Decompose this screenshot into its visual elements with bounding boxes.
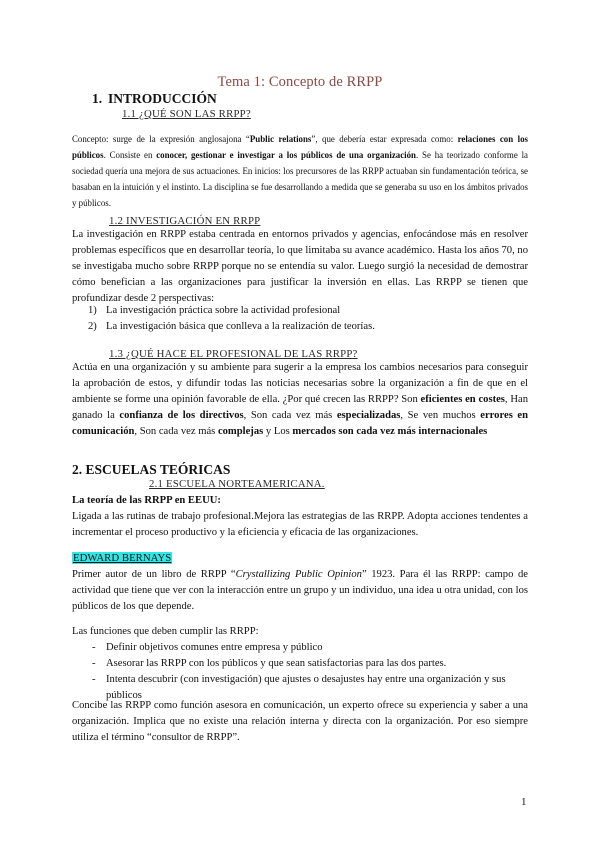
subheading-escuela-norteamericana: 2.1 ESCUELA NORTEAMERICANA. [149, 478, 325, 490]
list-funciones [72, 640, 528, 704]
subheading-investigacion: 1.2 INVESTIGACIÓN EN RRPP [109, 215, 261, 227]
list-item: - Asesorar las RRPP con los públicos y que sean satisfactorias para las dos partes. [92, 658, 447, 669]
paragraph-teoria-title: La teoría de las RRPP en EEUU: [72, 495, 221, 506]
paragraph-cierre: Concibe las RRPP como función asesora en comunicación, un experto ofrece su experiencia y saber a una organización. Implica que no existe una relación interna y directa con la organización. Por eso siempre utiliza el término “consultor de RRPP”. [72, 700, 528, 743]
paragraph-teoria: Ligada a las rutinas de trabajo profesional.Mejora las estrategias de las RRPP. Adopta acciones tendentes a incrementar el proceso productivo y la eficiencia y eficacia de las organizaciones. [72, 511, 528, 538]
paragraph-profesional: Actúa en una organización y su ambiente para sugerir a la empresa los cambios necesarios para conseguir la aprobación de estos, y difundir todas las noticias necesarias sobre la organización a fin de que en el ambiente se forme una opinión favorable de ella. ¿Por qué crecen las RRPP? Son eficientes en costes, Han ganado la confianza de los directivos, Son cada vez más especializadas, Se ven muchos errores en comunicación, Son cada vez más complejas y Los mercados son cada vez más internacionales [72, 362, 528, 437]
paragraph-concepto: Concepto: surge de la expresión anglosajona “Public relations”, que debería estar expresada como: relaciones con los públicos. Consiste en conocer, gestionar e investigar a los públicos de una organización. Se ha teorizado conforme la sociedad quería una mejora de sus actuaciones. En inicios: los precursores de las RRPP actuaban sin fundamentación teórica, se basaban en la intuición y el instinto. La disciplina se fue desarrollando a medida que se generaba su uso en los ámbitos privados y públicos. [72, 134, 528, 208]
subheading-profesional: 1.3 ¿QUÉ HACE EL PROFESIONAL DE LAS RRPP? [109, 348, 358, 360]
heading-escuelas: 2. ESCUELAS TEÓRICAS [72, 462, 231, 477]
label-edward-bernays [72, 550, 528, 567]
document-title: Tema 1: Concepto de RRPP [217, 74, 383, 90]
page-number: 1 [521, 796, 527, 808]
paragraph-funciones-intro: Las funciones que deben cumplir las RRPP: [72, 626, 259, 637]
heading-number: 1. [92, 91, 103, 106]
list-item: 2) La investigación básica que conlleva a la realización de teorías. [88, 321, 375, 332]
heading-introduccion [92, 91, 217, 107]
list-item: - Definir objetivos comunes entre empresa y público [92, 642, 323, 653]
highlighted-name: EDWARD BERNAYS [73, 552, 172, 564]
paragraph-investigacion: La investigación en RRPP estaba centrada en entornos privados y agencias, enfocándose más en resolver problemas específicos que en desarrollar teoría, lo que limitaba su avance académico. Hasta los años 70, no se investigaba mucho sobre RRPP porque no se entendía su valor. Luego surgió la necesidad de demostrar cómo benefician a las organizaciones para justificar la inversión en ellas. Las RRPP se tienen que profundizar desde 2 perspectivas: [72, 229, 528, 304]
subheading-que-son: 1.1 ¿QUÉ SON LAS RRPP? [122, 108, 251, 120]
list-item: - Intenta descubrir (con investigación) que ajustes o desajustes hay entre una organización y sus públicos [92, 674, 506, 701]
paragraph-bernays: Primer autor de un libro de RRPP “Crystallizing Public Opinion” 1923. Para él las RRPP: campo de actividad que tiene que ver con la interacción entre un grupo y un individuo, una idea u otra unidad, con los públicos de los que depende. [72, 569, 528, 612]
heading-text: INTRODUCCIÓN [108, 91, 217, 106]
list-item: 1) La investigación práctica sobre la actividad profesional [88, 305, 341, 316]
list-perspectivas [72, 303, 528, 335]
